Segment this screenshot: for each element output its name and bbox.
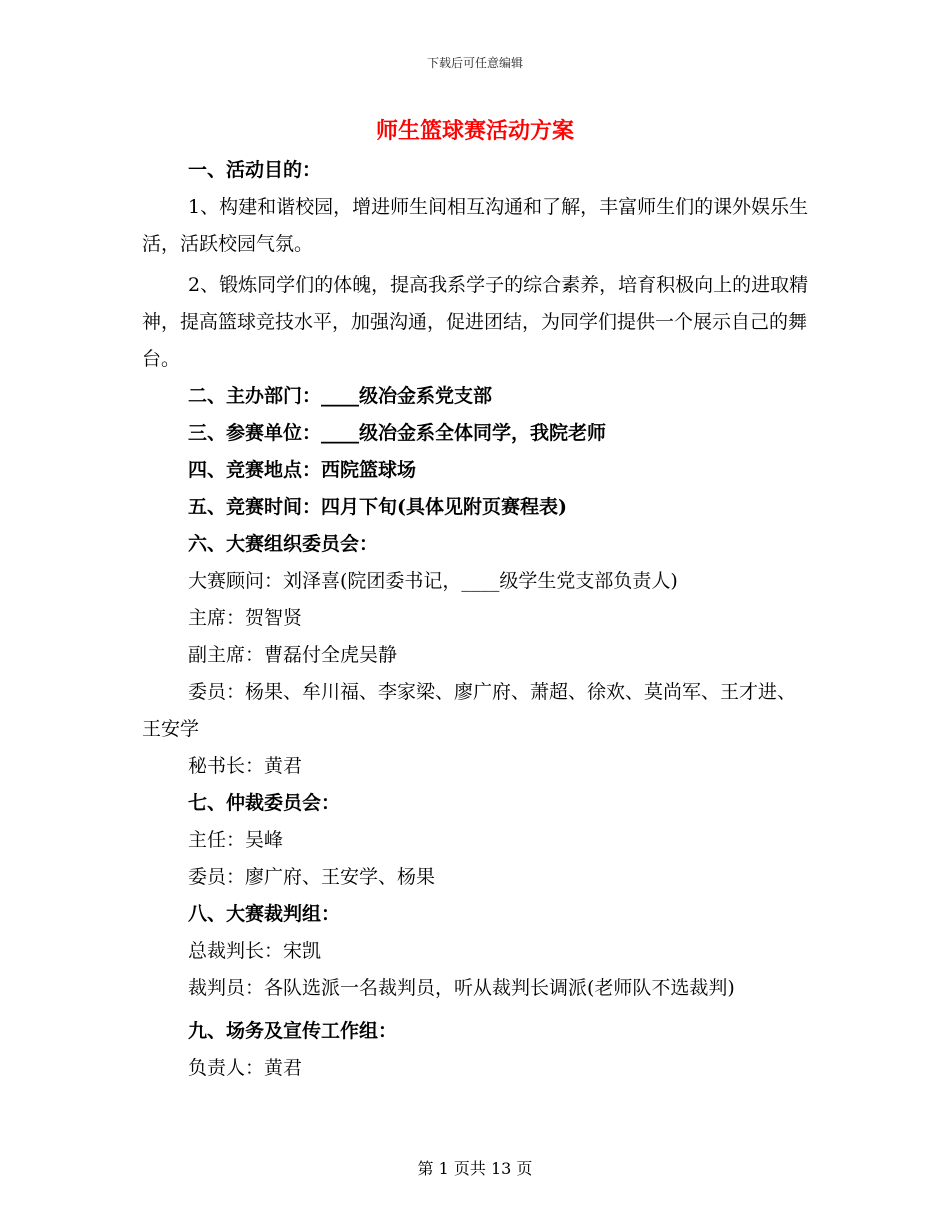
page-footer: 第 1 页共 13 页 — [417, 1159, 533, 1178]
committee-advisor: 大赛顾问：刘泽喜(院团委书记，____级学生党支部负责人) — [188, 570, 678, 592]
committee-vice-chair: 副主席：曹磊付全虎吴静 — [188, 644, 398, 666]
section-heading-referees: 八、大赛裁判组： — [188, 903, 341, 925]
committee-secretary: 秘书长：黄君 — [188, 755, 303, 777]
section-heading-venue: 四、竞赛地点：西院篮球场 — [188, 459, 417, 481]
section-heading-organizer: 二、主办部门：____级冶金系党支部 — [188, 385, 493, 407]
document-body — [142, 152, 814, 1087]
section-heading-arbitration: 七、仲裁委员会： — [188, 792, 341, 814]
section-heading-purpose: 一、活动目的： — [188, 159, 322, 181]
section-heading-time: 五、竞赛时间：四月下旬(具体见附页赛程表) — [188, 496, 567, 518]
committee-members: 委员：杨果、牟川福、李家梁、廖广府、萧超、徐欢、莫尚军、王才进、王安学 — [142, 681, 797, 740]
arbitration-director: 主任：吴峰 — [188, 829, 284, 851]
section-heading-publicity: 九、场务及宣传工作组： — [188, 1020, 398, 1042]
section-heading-committee: 六、大赛组织委员会： — [188, 533, 379, 555]
page-header: 下载后可任意编辑 — [426, 56, 523, 70]
arbitration-members: 委员：廖广府、王安学、杨果 — [188, 866, 436, 888]
referees: 裁判员：各队选派一名裁判员，听从裁判长调派(老师队不选裁判) — [188, 977, 735, 999]
section-heading-participants: 三、参赛单位：____级冶金系全体同学，我院老师 — [188, 422, 607, 444]
purpose-item-1: 1、构建和谐校园，增进师生间相互沟通和了解，丰富师生们的课外娱乐生活，活跃校园气氛。 — [142, 196, 809, 255]
document-title: 师生篮球赛活动方案 — [375, 118, 574, 144]
purpose-item-2: 2、锻炼同学们的体魄，提高我系学子的综合素养，培育积极向上的进取精神，提高篮球竞技水平，加强沟通，促进团结，为同学们提供一个展示自己的舞台。 — [142, 274, 809, 370]
committee-chair: 主席：贺智贤 — [188, 607, 303, 629]
chief-referee: 总裁判长：宋凯 — [188, 940, 322, 962]
publicity-lead: 负责人：黄君 — [188, 1057, 303, 1079]
